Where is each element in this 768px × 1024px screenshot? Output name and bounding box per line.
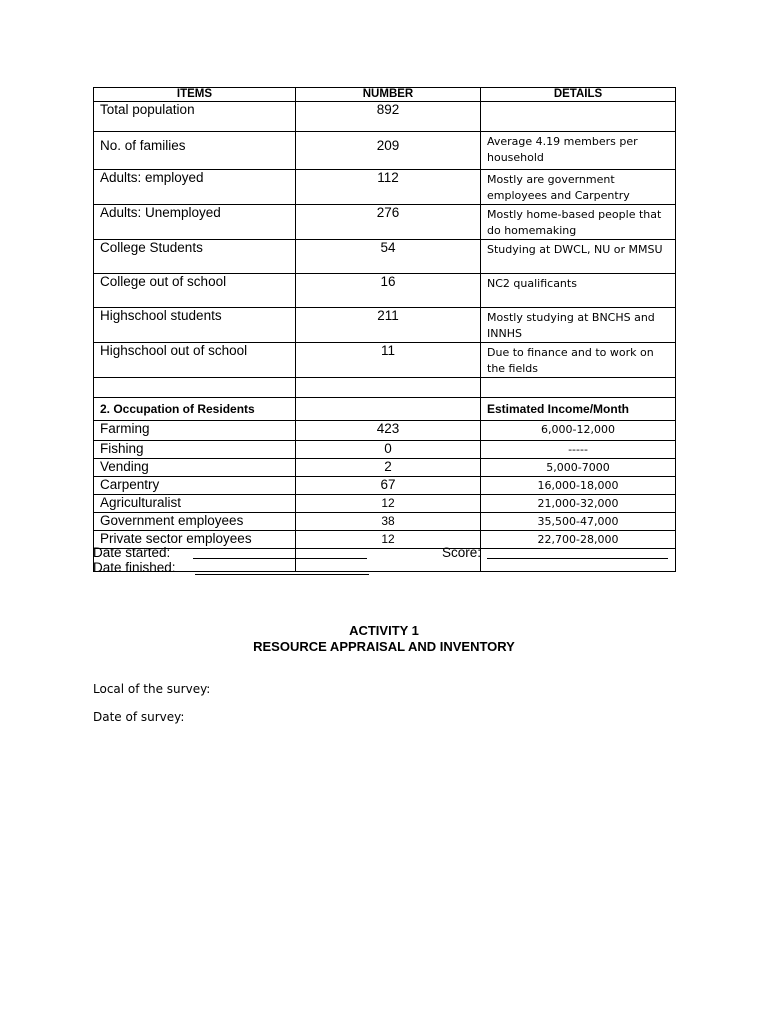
row-item: Highschool out of school xyxy=(94,343,296,378)
occupation-income: 16,000-18,000 xyxy=(481,477,676,495)
row-item: Adults: employed xyxy=(94,170,296,205)
row-item: College out of school xyxy=(94,274,296,308)
table-row xyxy=(94,421,676,441)
table-row xyxy=(94,102,676,132)
occupation-item: Vending xyxy=(94,459,296,477)
table-row xyxy=(94,240,676,274)
occupation-number: 12 xyxy=(296,495,481,513)
row-details xyxy=(481,102,676,132)
local-of-survey-label: Local of the survey: xyxy=(93,682,211,696)
occupation-number: 2 xyxy=(296,459,481,477)
occupation-income: 5,000-7000 xyxy=(481,459,676,477)
header-number: NUMBER xyxy=(296,88,481,102)
row-number: 112 xyxy=(296,170,481,205)
row-details: Mostly home-based people that do homemaking xyxy=(481,205,676,240)
table-row xyxy=(94,495,676,513)
occupation-item: Private sector employees xyxy=(94,531,296,549)
date-started-label: Date started: xyxy=(93,545,171,560)
row-item: Highschool students xyxy=(94,308,296,343)
row-details: Studying at DWCL, NU or MMSU xyxy=(481,240,676,274)
occupation-income: 22,700-28,000 xyxy=(481,531,676,549)
row-details: Average 4.19 members per household xyxy=(481,132,676,170)
date-started-row xyxy=(93,545,170,561)
survey-table xyxy=(93,87,676,572)
occupation-item: Fishing xyxy=(94,441,296,459)
row-item: Adults: Unemployed xyxy=(94,205,296,240)
occupation-number: 67 xyxy=(296,477,481,495)
header-items: ITEMS xyxy=(94,88,296,102)
table-row xyxy=(94,205,676,240)
table-row xyxy=(94,343,676,378)
occupation-number: 38 xyxy=(296,513,481,531)
row-details: NC2 qualificants xyxy=(481,274,676,308)
table-header-row xyxy=(94,88,676,102)
row-item: Total population xyxy=(94,102,296,132)
row-number: 54 xyxy=(296,240,481,274)
table-row xyxy=(94,308,676,343)
row-number: 892 xyxy=(296,102,481,132)
row-item: No. of families xyxy=(94,132,296,170)
score-label: Score: xyxy=(442,545,482,560)
table-row xyxy=(94,459,676,477)
table-row xyxy=(94,132,676,170)
occupation-item: Farming xyxy=(94,421,296,441)
row-details: Due to finance and to work on the fields xyxy=(481,343,676,378)
row-details: Mostly studying at BNCHS and INNHS xyxy=(481,308,676,343)
score-row xyxy=(442,545,481,561)
date-started-field[interactable] xyxy=(193,546,367,559)
table-row xyxy=(94,170,676,205)
date-finished-row xyxy=(93,560,176,576)
occupation-number: 0 xyxy=(296,441,481,459)
income-header: Estimated Income/Month xyxy=(481,398,676,421)
table-row-blank xyxy=(94,378,676,398)
row-number: 11 xyxy=(296,343,481,378)
occupation-income: 35,500-47,000 xyxy=(481,513,676,531)
occupation-header-row xyxy=(94,398,676,421)
occupation-income: 21,000-32,000 xyxy=(481,495,676,513)
occupation-income: 6,000-12,000 xyxy=(481,421,676,441)
row-details: Mostly are government employees and Carpentry xyxy=(481,170,676,205)
score-field[interactable] xyxy=(487,546,668,559)
occupation-number: 12 xyxy=(296,531,481,549)
row-number: 209 xyxy=(296,132,481,170)
date-finished-label: Date finished: xyxy=(93,560,176,575)
table-row xyxy=(94,441,676,459)
activity-title: ACTIVITY 1 xyxy=(349,623,419,638)
occupation-item: Government employees xyxy=(94,513,296,531)
activity-subtitle: RESOURCE APPRAISAL AND INVENTORY xyxy=(253,639,515,654)
row-number: 16 xyxy=(296,274,481,308)
occupation-income: ----- xyxy=(481,441,676,459)
occupation-number: 423 xyxy=(296,421,481,441)
occupation-item: Agriculturalist xyxy=(94,495,296,513)
table-row xyxy=(94,477,676,495)
occupation-item: Carpentry xyxy=(94,477,296,495)
row-number: 276 xyxy=(296,205,481,240)
header-details: DETAILS xyxy=(481,88,676,102)
occupation-header: 2. Occupation of Residents xyxy=(94,398,296,421)
table-row xyxy=(94,274,676,308)
row-item: College Students xyxy=(94,240,296,274)
table-row xyxy=(94,513,676,531)
row-number: 211 xyxy=(296,308,481,343)
date-finished-field[interactable] xyxy=(195,562,369,575)
date-of-survey-label: Date of survey: xyxy=(93,710,185,724)
